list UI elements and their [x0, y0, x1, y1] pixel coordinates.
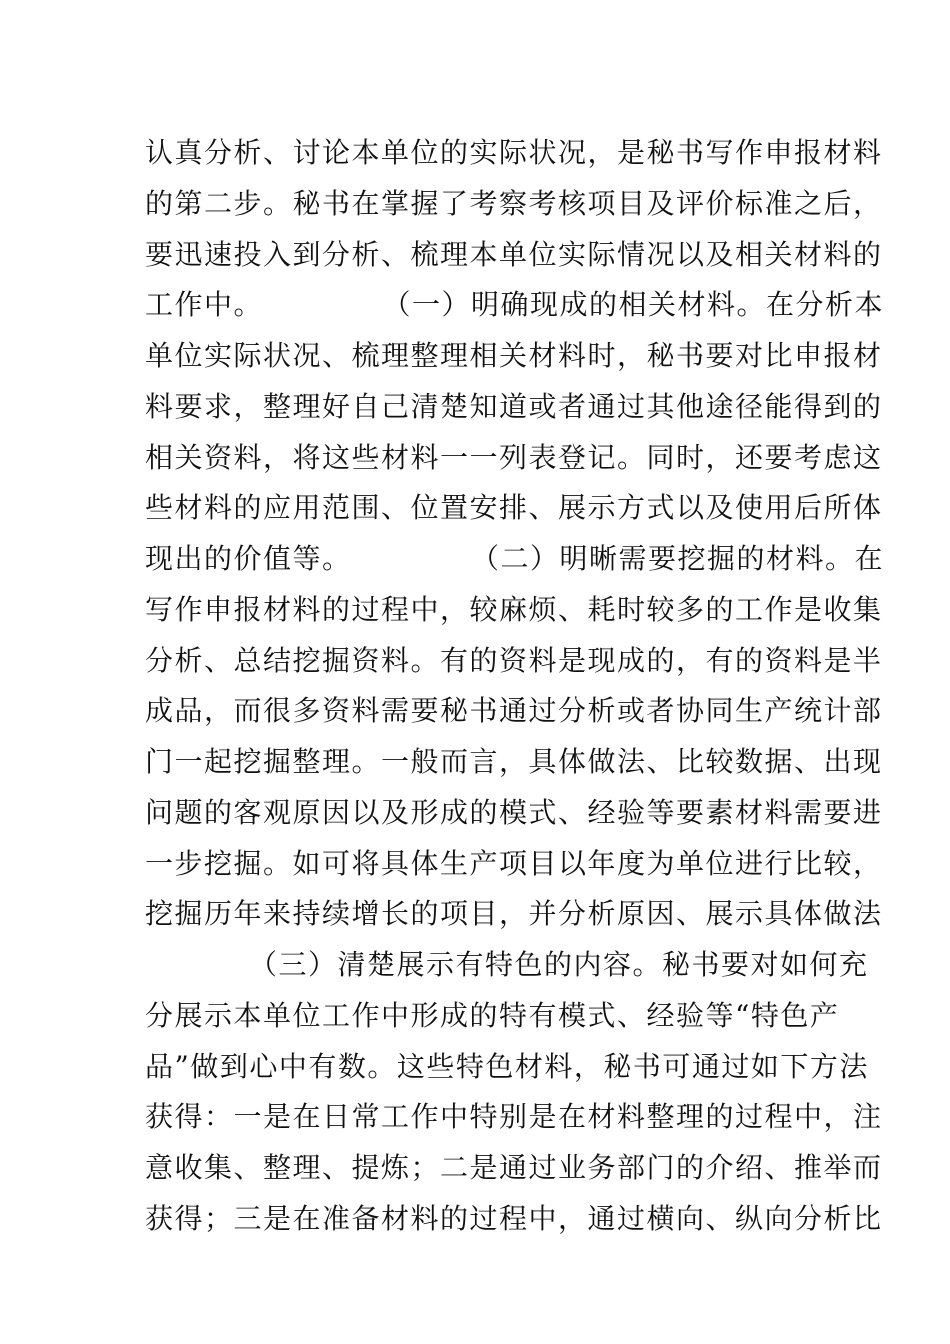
- text-line: 认真分析、讨论本单位的实际状况，是秘书写作申报材料: [145, 136, 883, 169]
- text-line: 的第二步。秘书在掌握了考察考核项目及评价标准之后，: [145, 186, 883, 220]
- text-line: 写作申报材料的过程中，较麻烦、耗时较多的工作是收集: [145, 592, 883, 626]
- text-line: 单位实际状况、梳理整理相关材料时，秘书要对比申报材: [145, 339, 883, 372]
- text-line: 一步挖掘。如可将具体生产项目以年度为单位进行比较，: [145, 846, 883, 880]
- body-text: [145, 128, 885, 1245]
- text-line: 相关资料，将这些材料一一列表登记。同时，还要考虑这: [145, 440, 883, 474]
- text-line: 问题的客观原因以及形成的模式、经验等要素材料需要进: [145, 795, 883, 829]
- text-line: 品”做到心中有数。这些特色材料，秘书可通过如下方法: [145, 1049, 869, 1083]
- text-line: 挖掘历年来持续增长的项目，并分析原因、展示具体做法: [145, 897, 883, 931]
- text-line: 料要求，整理好自己清楚知道或者通过其他途径能得到的: [145, 389, 883, 423]
- text-line: （三）清楚展示有特色的内容。秘书要对如何充: [145, 948, 869, 981]
- text-line: 获得；三是在准备材料的过程中，通过横向、纵向分析比: [145, 1201, 883, 1235]
- text-line: 要迅速投入到分析、梳理本单位实际情况以及相关材料的: [145, 237, 883, 271]
- text-line: 现出的价值等。 （二）明晰需要挖掘的材料。在: [145, 542, 885, 575]
- text-line: 意收集、整理、提炼；二是通过业务部门的介绍、推举而: [145, 1151, 883, 1184]
- text-line: 些材料的应用范围、位置安排、展示方式以及使用后所体: [145, 491, 883, 525]
- text-line: 门一起挖掘整理。一般而言，具体做法、比较数据、出现: [145, 745, 883, 778]
- text-line: 工作中。 （一）明确现成的相关材料。在分析本: [145, 288, 885, 322]
- text-line: 分析、总结挖掘资料。有的资料是现成的，有的资料是半: [145, 643, 883, 677]
- text-line: 获得：一是在日常工作中特别是在材料整理的过程中，注: [145, 1100, 883, 1134]
- text-line: 成品，而很多资料需要秘书通过分析或者协同生产统计部: [145, 694, 883, 728]
- text-line: 分展示本单位工作中形成的特有模式、经验等“特色产: [145, 998, 840, 1032]
